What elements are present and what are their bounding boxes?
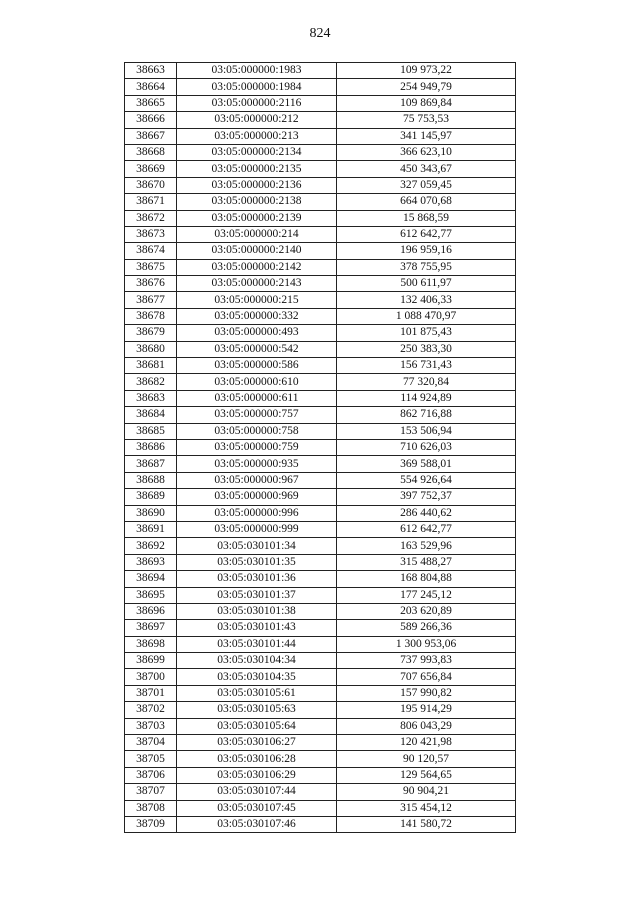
cadastral-value-cell: 90 904,21 — [337, 784, 516, 800]
table-row — [125, 276, 516, 292]
table-row — [125, 390, 516, 406]
row-number-cell: 38664 — [125, 79, 177, 95]
table-row — [125, 292, 516, 308]
table-row — [125, 194, 516, 210]
row-number-cell: 38708 — [125, 800, 177, 816]
cadastral-value-cell: 397 752,37 — [337, 489, 516, 505]
cadastral-value-cell: 109 973,22 — [337, 63, 516, 79]
cadastral-value-cell: 1 088 470,97 — [337, 308, 516, 324]
row-number-cell: 38691 — [125, 521, 177, 537]
row-number-cell: 38675 — [125, 259, 177, 275]
cadastral-number-cell: 03:05:030105:64 — [177, 718, 337, 734]
cadastral-number-cell: 03:05:000000:542 — [177, 341, 337, 357]
cadastral-value-cell: 177 245,12 — [337, 587, 516, 603]
cadastral-number-cell: 03:05:000000:2143 — [177, 276, 337, 292]
table-row — [125, 439, 516, 455]
cadastral-number-cell: 03:05:030107:46 — [177, 816, 337, 832]
table-row — [125, 571, 516, 587]
row-number-cell: 38689 — [125, 489, 177, 505]
cadastral-number-cell: 03:05:030101:35 — [177, 554, 337, 570]
cadastral-value-cell: 327 059,45 — [337, 177, 516, 193]
cadastral-value-cell: 203 620,89 — [337, 603, 516, 619]
row-number-cell: 38699 — [125, 653, 177, 669]
cadastral-value-table — [124, 62, 516, 833]
cadastral-value-cell: 450 343,67 — [337, 161, 516, 177]
cadastral-value-cell: 109 869,84 — [337, 95, 516, 111]
cadastral-value-cell: 153 506,94 — [337, 423, 516, 439]
table-row — [125, 63, 516, 79]
table-row — [125, 521, 516, 537]
row-number-cell: 38685 — [125, 423, 177, 439]
cadastral-value-cell: 366 623,10 — [337, 144, 516, 160]
row-number-cell: 38673 — [125, 226, 177, 242]
row-number-cell: 38682 — [125, 374, 177, 390]
cadastral-number-cell: 03:05:030106:29 — [177, 767, 337, 783]
cadastral-value-cell: 554 926,64 — [337, 472, 516, 488]
cadastral-number-cell: 03:05:000000:1983 — [177, 63, 337, 79]
table-row — [125, 816, 516, 832]
table-row — [125, 554, 516, 570]
cadastral-value-cell: 737 993,83 — [337, 653, 516, 669]
table-row — [125, 489, 516, 505]
cadastral-number-cell: 03:05:030106:27 — [177, 735, 337, 751]
cadastral-value-cell: 77 320,84 — [337, 374, 516, 390]
table-body — [125, 63, 516, 833]
row-number-cell: 38690 — [125, 505, 177, 521]
cadastral-number-cell: 03:05:000000:967 — [177, 472, 337, 488]
cadastral-value-cell: 664 070,68 — [337, 194, 516, 210]
cadastral-value-cell: 612 642,77 — [337, 226, 516, 242]
cadastral-number-cell: 03:05:030104:34 — [177, 653, 337, 669]
cadastral-value-cell: 341 145,97 — [337, 128, 516, 144]
row-number-cell: 38702 — [125, 702, 177, 718]
row-number-cell: 38676 — [125, 276, 177, 292]
row-number-cell: 38677 — [125, 292, 177, 308]
row-number-cell: 38667 — [125, 128, 177, 144]
row-number-cell: 38695 — [125, 587, 177, 603]
table-row — [125, 226, 516, 242]
cadastral-value-cell: 196 959,16 — [337, 243, 516, 259]
table-row — [125, 685, 516, 701]
table-row — [125, 620, 516, 636]
cadastral-number-cell: 03:05:000000:611 — [177, 390, 337, 406]
row-number-cell: 38688 — [125, 472, 177, 488]
row-number-cell: 38707 — [125, 784, 177, 800]
cadastral-number-cell: 03:05:030105:63 — [177, 702, 337, 718]
cadastral-number-cell: 03:05:000000:212 — [177, 112, 337, 128]
table-row — [125, 144, 516, 160]
cadastral-number-cell: 03:05:000000:2140 — [177, 243, 337, 259]
row-number-cell: 38679 — [125, 325, 177, 341]
cadastral-number-cell: 03:05:000000:757 — [177, 407, 337, 423]
table-row — [125, 636, 516, 652]
cadastral-number-cell: 03:05:000000:2134 — [177, 144, 337, 160]
cadastral-number-cell: 03:05:000000:2135 — [177, 161, 337, 177]
cadastral-number-cell: 03:05:030101:37 — [177, 587, 337, 603]
cadastral-number-cell: 03:05:000000:213 — [177, 128, 337, 144]
cadastral-value-cell: 612 642,77 — [337, 521, 516, 537]
cadastral-number-cell: 03:05:000000:586 — [177, 358, 337, 374]
cadastral-number-cell: 03:05:030104:35 — [177, 669, 337, 685]
cadastral-value-cell: 254 949,79 — [337, 79, 516, 95]
row-number-cell: 38705 — [125, 751, 177, 767]
row-number-cell: 38694 — [125, 571, 177, 587]
table-row — [125, 308, 516, 324]
table-row — [125, 800, 516, 816]
table-row — [125, 325, 516, 341]
cadastral-number-cell: 03:05:030101:36 — [177, 571, 337, 587]
cadastral-number-cell: 03:05:030101:34 — [177, 538, 337, 554]
row-number-cell: 38696 — [125, 603, 177, 619]
table-row — [125, 259, 516, 275]
cadastral-value-cell: 141 580,72 — [337, 816, 516, 832]
cadastral-value-cell: 1 300 953,06 — [337, 636, 516, 652]
row-number-cell: 38669 — [125, 161, 177, 177]
table-row — [125, 374, 516, 390]
table-row — [125, 669, 516, 685]
row-number-cell: 38687 — [125, 456, 177, 472]
page-number: 824 — [309, 26, 331, 41]
cadastral-number-cell: 03:05:000000:215 — [177, 292, 337, 308]
row-number-cell: 38672 — [125, 210, 177, 226]
table-row — [125, 735, 516, 751]
table-row — [125, 538, 516, 554]
cadastral-value-cell: 315 488,27 — [337, 554, 516, 570]
table-row — [125, 79, 516, 95]
cadastral-number-cell: 03:05:030105:61 — [177, 685, 337, 701]
table-row — [125, 341, 516, 357]
cadastral-value-cell: 286 440,62 — [337, 505, 516, 521]
cadastral-value-cell: 315 454,12 — [337, 800, 516, 816]
row-number-cell: 38678 — [125, 308, 177, 324]
table-row — [125, 456, 516, 472]
table-row — [125, 95, 516, 111]
cadastral-value-cell: 710 626,03 — [337, 439, 516, 455]
cadastral-number-cell: 03:05:000000:2116 — [177, 95, 337, 111]
cadastral-number-cell: 03:05:000000:493 — [177, 325, 337, 341]
cadastral-number-cell: 03:05:000000:214 — [177, 226, 337, 242]
cadastral-number-cell: 03:05:000000:1984 — [177, 79, 337, 95]
cadastral-value-cell: 90 120,57 — [337, 751, 516, 767]
cadastral-value-cell: 101 875,43 — [337, 325, 516, 341]
cadastral-value-cell: 15 868,59 — [337, 210, 516, 226]
cadastral-value-cell: 120 421,98 — [337, 735, 516, 751]
table-row — [125, 653, 516, 669]
cadastral-value-cell: 707 656,84 — [337, 669, 516, 685]
row-number-cell: 38709 — [125, 816, 177, 832]
cadastral-value-cell: 250 383,30 — [337, 341, 516, 357]
row-number-cell: 38701 — [125, 685, 177, 701]
cadastral-value-cell: 862 716,88 — [337, 407, 516, 423]
cadastral-value-cell: 806 043,29 — [337, 718, 516, 734]
cadastral-number-cell: 03:05:030101:38 — [177, 603, 337, 619]
row-number-cell: 38670 — [125, 177, 177, 193]
table-row — [125, 784, 516, 800]
cadastral-value-cell: 195 914,29 — [337, 702, 516, 718]
row-number-cell: 38698 — [125, 636, 177, 652]
table-row — [125, 472, 516, 488]
cadastral-number-cell: 03:05:030107:44 — [177, 784, 337, 800]
row-number-cell: 38671 — [125, 194, 177, 210]
cadastral-value-cell: 168 804,88 — [337, 571, 516, 587]
cadastral-number-cell: 03:05:000000:758 — [177, 423, 337, 439]
table-row — [125, 358, 516, 374]
table-row — [125, 407, 516, 423]
row-number-cell: 38684 — [125, 407, 177, 423]
table-row — [125, 603, 516, 619]
row-number-cell: 38697 — [125, 620, 177, 636]
row-number-cell: 38693 — [125, 554, 177, 570]
row-number-cell: 38686 — [125, 439, 177, 455]
cadastral-number-cell: 03:05:000000:2136 — [177, 177, 337, 193]
row-number-cell: 38674 — [125, 243, 177, 259]
cadastral-number-cell: 03:05:000000:332 — [177, 308, 337, 324]
cadastral-value-cell: 129 564,65 — [337, 767, 516, 783]
table-row — [125, 243, 516, 259]
cadastral-number-cell: 03:05:000000:2142 — [177, 259, 337, 275]
row-number-cell: 38663 — [125, 63, 177, 79]
cadastral-number-cell: 03:05:000000:610 — [177, 374, 337, 390]
cadastral-value-cell: 75 753,53 — [337, 112, 516, 128]
cadastral-number-cell: 03:05:000000:2139 — [177, 210, 337, 226]
row-number-cell: 38681 — [125, 358, 177, 374]
cadastral-value-cell: 132 406,33 — [337, 292, 516, 308]
row-number-cell: 38683 — [125, 390, 177, 406]
cadastral-value-cell: 163 529,96 — [337, 538, 516, 554]
row-number-cell: 38700 — [125, 669, 177, 685]
row-number-cell: 38703 — [125, 718, 177, 734]
table-row — [125, 423, 516, 439]
row-number-cell: 38706 — [125, 767, 177, 783]
cadastral-number-cell: 03:05:000000:969 — [177, 489, 337, 505]
cadastral-number-cell: 03:05:000000:999 — [177, 521, 337, 537]
cadastral-value-cell: 500 611,97 — [337, 276, 516, 292]
cadastral-number-cell: 03:05:000000:2138 — [177, 194, 337, 210]
table-row — [125, 210, 516, 226]
cadastral-value-cell: 589 266,36 — [337, 620, 516, 636]
cadastral-value-cell: 369 588,01 — [337, 456, 516, 472]
cadastral-number-cell: 03:05:030101:43 — [177, 620, 337, 636]
row-number-cell: 38680 — [125, 341, 177, 357]
cadastral-number-cell: 03:05:030107:45 — [177, 800, 337, 816]
row-number-cell: 38666 — [125, 112, 177, 128]
table-row — [125, 177, 516, 193]
row-number-cell: 38704 — [125, 735, 177, 751]
cadastral-value-cell: 378 755,95 — [337, 259, 516, 275]
table-row — [125, 161, 516, 177]
table-row — [125, 587, 516, 603]
cadastral-number-cell: 03:05:030101:44 — [177, 636, 337, 652]
table-row — [125, 718, 516, 734]
table-row — [125, 767, 516, 783]
cadastral-number-cell: 03:05:000000:935 — [177, 456, 337, 472]
cadastral-number-cell: 03:05:000000:996 — [177, 505, 337, 521]
row-number-cell: 38692 — [125, 538, 177, 554]
row-number-cell: 38665 — [125, 95, 177, 111]
cadastral-value-cell: 157 990,82 — [337, 685, 516, 701]
table-row — [125, 702, 516, 718]
cadastral-number-cell: 03:05:000000:759 — [177, 439, 337, 455]
table-row — [125, 751, 516, 767]
cadastral-value-cell: 156 731,43 — [337, 358, 516, 374]
cadastral-value-cell: 114 924,89 — [337, 390, 516, 406]
row-number-cell: 38668 — [125, 144, 177, 160]
table-row — [125, 112, 516, 128]
table-row — [125, 128, 516, 144]
cadastral-number-cell: 03:05:030106:28 — [177, 751, 337, 767]
table-row — [125, 505, 516, 521]
